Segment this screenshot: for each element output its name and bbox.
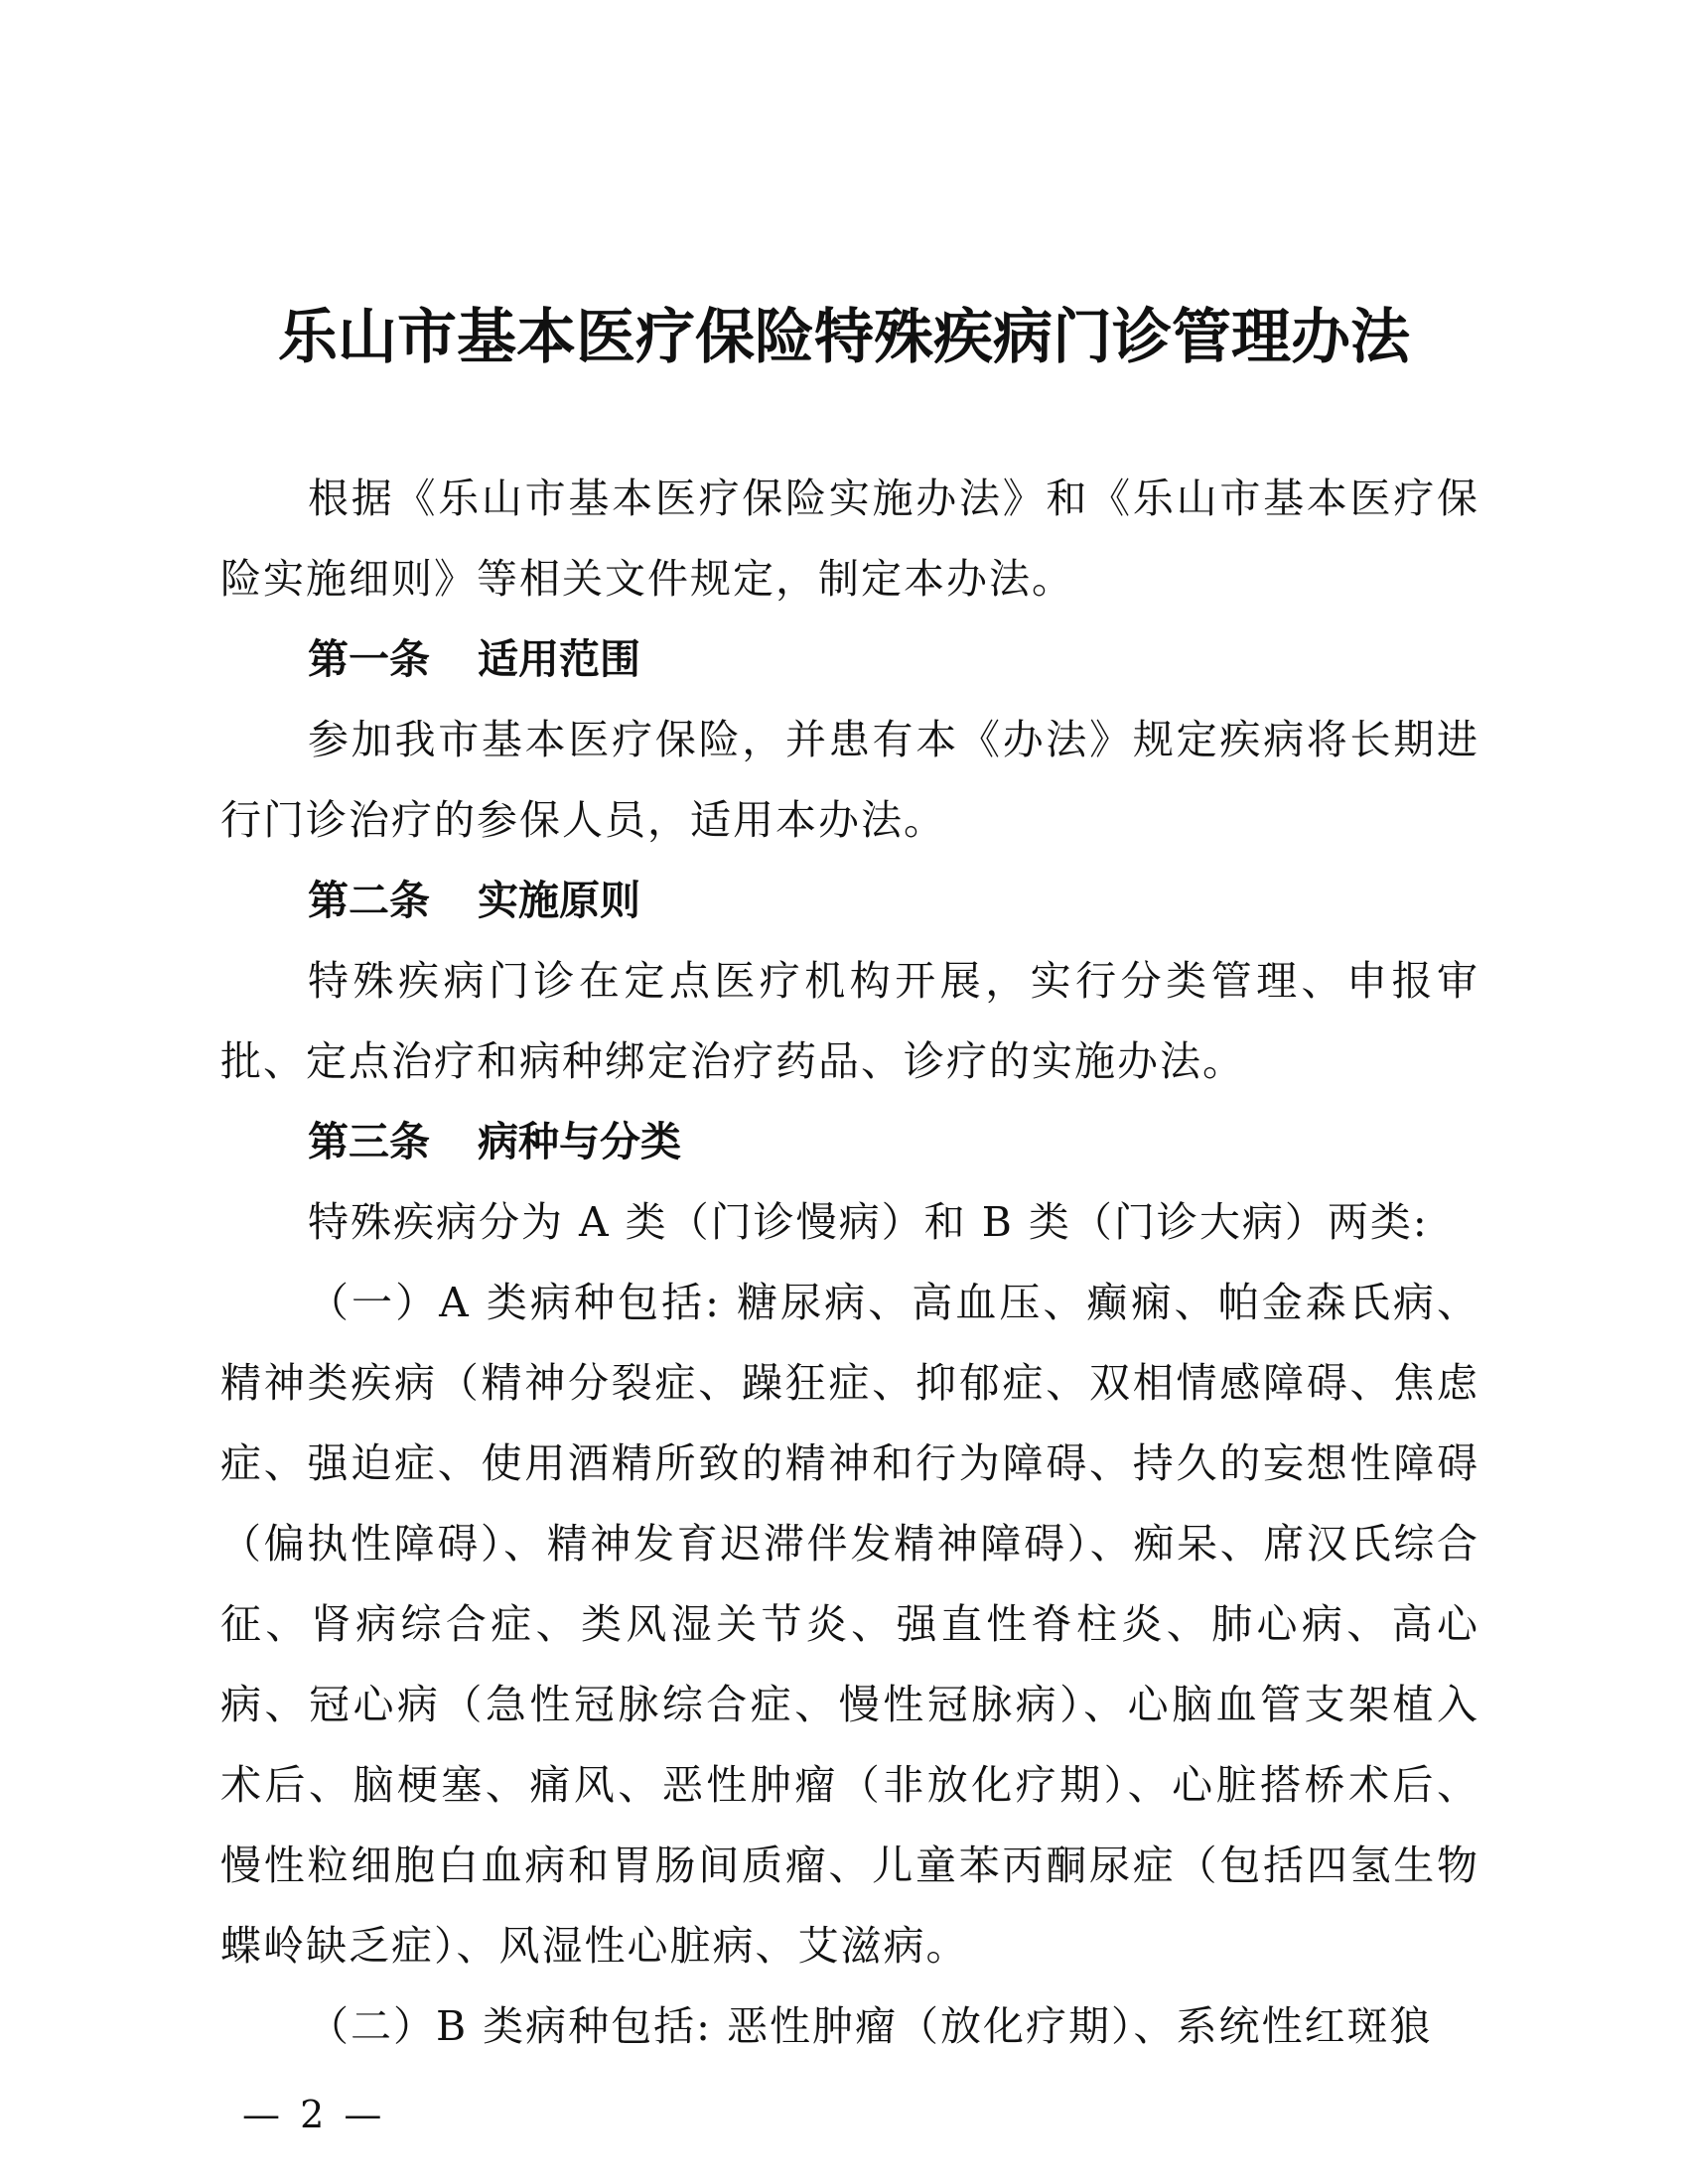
article-2-paragraph: 特殊疾病门诊在定点医疗机构开展，实行分类管理、申报审批、定点治疗和病种绑定治疗药品、诊疗的实施办法。	[220, 957, 1479, 1085]
article-3-label: 第三条	[308, 1118, 430, 1165]
article-3-title: 病种与分类	[478, 1118, 681, 1165]
article-2-title: 实施原则	[478, 877, 640, 924]
article-1-paragraph: 参加我市基本医疗保险，并患有本《办法》规定疾病将长期进行门诊治疗的参保人员，适用本办法。	[220, 716, 1479, 844]
document-title: 乐山市基本医疗保险特殊疾病门诊管理办法	[278, 303, 1410, 372]
article-1-title: 适用范围	[478, 635, 640, 683]
article-1-heading	[220, 619, 1479, 700]
article-3-paragraph-2: （一）A 类病种包括: 糖尿病、高血压、癫痫、帕金森氏病、精神类疾病（精神分裂症、躁狂症、抑郁症、双相情感障碍、焦虑症、强迫症、使用酒精所致的精神和行为障碍、持久的妄想性障碍（偏执性障碍）、精神发育迟滞伴发精神障碍）、痴呆、席汉氏综合征、肾病综合症、类风湿关节炎、强直性脊柱炎、肺心病、高心病、冠心病（急性冠脉综合症、慢性冠脉病）、心脑血管支架植入术后、脑梗塞、痛风、恶性肿瘤（非放化疗期）、心脏搭桥术后、慢性粒细胞白血病和胃肠间质瘤、儿童苯丙酮尿症（包括四氢生物蝶岭缺乏症）、风湿性心脏病、艾滋病。	[220, 1279, 1479, 1970]
article-3-heading	[220, 1102, 1479, 1182]
article-3-paragraph-1: 特殊疾病分为 A 类（门诊慢病）和 B 类（门诊大病）两类:	[308, 1198, 1429, 1246]
article-2-heading	[220, 861, 1479, 941]
document-body	[220, 459, 1479, 2067]
article-2-label: 第二条	[308, 877, 430, 924]
article-3-paragraph-3: （二）B 类病种包括: 恶性肿瘤（放化疗期）、系统性红斑狼	[308, 2002, 1433, 2050]
article-1-label: 第一条	[308, 635, 430, 683]
intro-paragraph: 根据《乐山市基本医疗保险实施办法》和《乐山市基本医疗保险实施细则》等相关文件规定，制定本办法。	[220, 475, 1479, 603]
page-number: — 2 —	[242, 2093, 386, 2136]
